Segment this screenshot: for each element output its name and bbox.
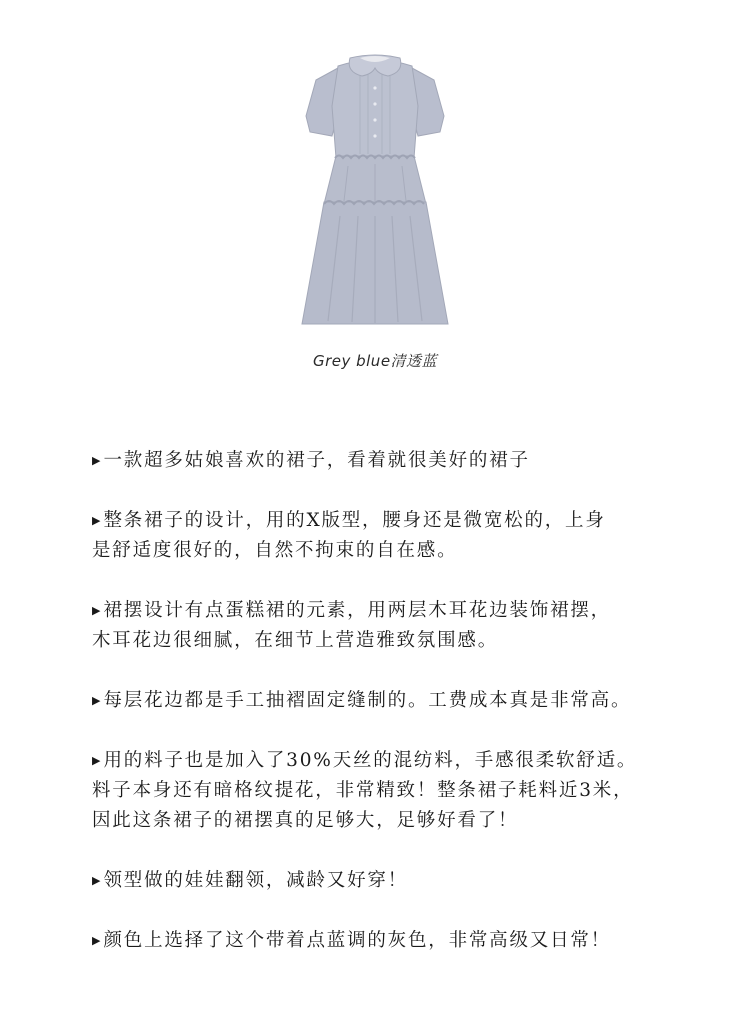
- desc-line: 颜色上选择了这个带着点蓝调的灰色，非常高级又日常！: [103, 930, 611, 951]
- desc-line: 是舒适度很好的，自然不拘束的自在感。: [92, 540, 458, 561]
- triangle-bullet-icon: ▶: [92, 934, 101, 947]
- product-color-caption: Grey blue清透蓝: [312, 352, 438, 370]
- desc-paragraph-5: [92, 746, 712, 836]
- desc-line: 每层花边都是手工抽褶固定缝制的。工费成本真是非常高。: [103, 690, 632, 711]
- triangle-bullet-icon: ▶: [92, 514, 101, 527]
- desc-line: 料子本身还有暗格纹提花，非常精致！整条裙子耗料近3米，: [92, 780, 634, 801]
- desc-paragraph-4: [92, 686, 712, 716]
- triangle-bullet-icon: ▶: [92, 754, 101, 767]
- triangle-bullet-icon: ▶: [92, 874, 101, 887]
- desc-line: 因此这条裙子的裙摆真的足够大，足够好看了！: [92, 810, 519, 831]
- desc-paragraph-1: [92, 446, 712, 476]
- desc-paragraph-3: [92, 596, 712, 656]
- desc-paragraph-2: [92, 506, 712, 566]
- triangle-bullet-icon: ▶: [92, 694, 101, 707]
- desc-line: 木耳花边很细腻，在细节上营造雅致氛围感。: [92, 630, 499, 651]
- dress-bodice: [332, 60, 418, 158]
- desc-line: 整条裙子的设计，用的X版型，腰身还是微宽松的，上身: [103, 510, 606, 531]
- desc-line: 领型做的娃娃翻领，减龄又好穿！: [103, 870, 408, 891]
- product-description: [92, 446, 712, 956]
- desc-line: 一款超多姑娘喜欢的裙子，看着就很美好的裙子: [103, 450, 530, 471]
- triangle-bullet-icon: ▶: [92, 604, 101, 617]
- desc-line: 裙摆设计有点蛋糕裙的元素，用两层木耳花边装饰裙摆，: [103, 600, 611, 621]
- dress-product-image: [280, 46, 470, 336]
- desc-paragraph-6: [92, 866, 712, 896]
- desc-line: 用的料子也是加入了30%天丝的混纺料，手感很柔软舒适。: [103, 750, 638, 771]
- desc-paragraph-7: [92, 926, 712, 956]
- triangle-bullet-icon: ▶: [92, 454, 101, 467]
